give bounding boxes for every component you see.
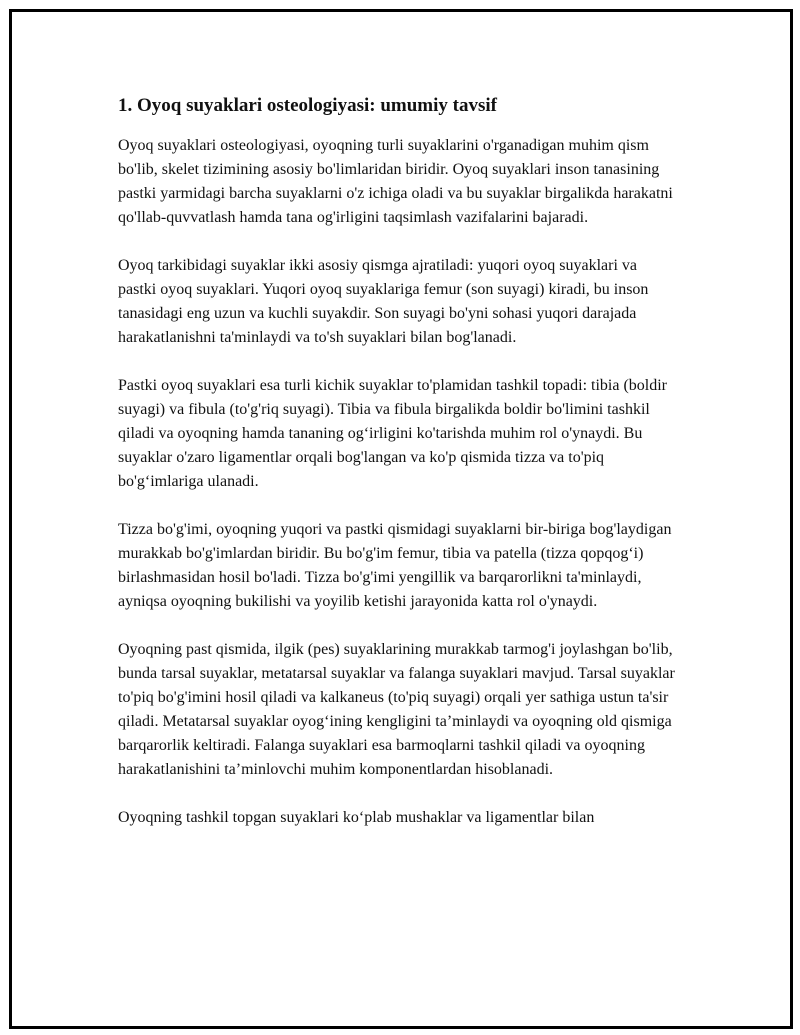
paragraph-lower-leg: Pastki oyoq suyaklari esa turli kichik suyaklar to'plamidan tashkil topadi: tibia (boldir suyagi) va fibula (to'g'riq suyagi). Tibia va fibula birgalikda boldir bo'limini tashkil qiladi va oyoqning hamda tananing og‘irligini ko'tarishda muhim rol o'ynaydi. Bu suyaklar o'zaro ligamentlar orqali bog'langan va ko'p qismida tizza va to'piq bo'g‘imlariga ulanadi. [118, 377, 668, 490]
section-heading: 1. Oyoq suyaklari osteologiyasi: umumiy tavsif [118, 95, 497, 116]
paragraph-upper-leg: Oyoq tarkibidagi suyaklar ikki asosiy qismga ajratiladi: yuqori oyoq suyaklari va pastki oyoq suyaklari. Yuqori oyoq suyaklariga femur (son suyagi) kiradi, bu inson tanasidagi eng uzun va kuchli suyakdir. Son suyagi bo'yni sohasi yuqori darajada harakatlanishni ta'minlaydi va to'sh suyaklari bilan bog'lanadi. [118, 257, 649, 346]
paragraph-knee-joint: Tizza bo'g'imi, oyoqning yuqori va pastki qismidagi suyaklarni bir-biriga bog'laydigan murakkab bo'g'imlardan biridir. Bu bo'g'im femur, tibia va patella (tizza qopqog‘i) birlashmasidan hosil bo'ladi. Tizza bo'g'imi yengillik va barqarorlikni ta'minlaydi, ayniqsa oyoqning bukilishi va yoyilib ketishi jarayonida katta rol o'ynaydi. [118, 521, 672, 610]
paragraph-intro: Oyoq suyaklari osteologiyasi, oyoqning turli suyaklarini o'rganadigan muhim qism bo'lib, skelet tizimining asosiy bo'limlaridan biridir. Oyoq suyaklari inson tanasining pastki yarmidagi barcha suyaklarni o'z ichiga oladi va bu suyaklar birgalikda harakatni qo'llab-quvvatlash hamda tana og'irligini taqsimlash vazifalarini bajaradi. [118, 137, 673, 226]
paragraph-continuation: Oyoqning tashkil topgan suyaklari ko‘plab mushaklar va ligamentlar bilan [118, 809, 595, 826]
document-body [118, 94, 678, 854]
paragraph-foot-bones: Oyoqning past qismida, ilgik (pes) suyaklarining murakkab tarmog'i joylashgan bo'lib, bunda tarsal suyaklar, metatarsal suyaklar va falanga suyaklari mavjud. Tarsal suyaklar to'piq bo'g'imini hosil qiladi va kalkaneus (to'piq suyagi) orqali yer sathiga ustun ta'sir qiladi. Metatarsal suyaklar oyog‘ining kengligini ta’minlaydi va oyoqning old qismiga barqarorlik keltiradi. Falanga suyaklari esa barmoqlarni tashkil qiladi va oyoqning harakatlanishini ta’minlovchi muhim komponentlardan hisoblanadi. [118, 641, 675, 778]
